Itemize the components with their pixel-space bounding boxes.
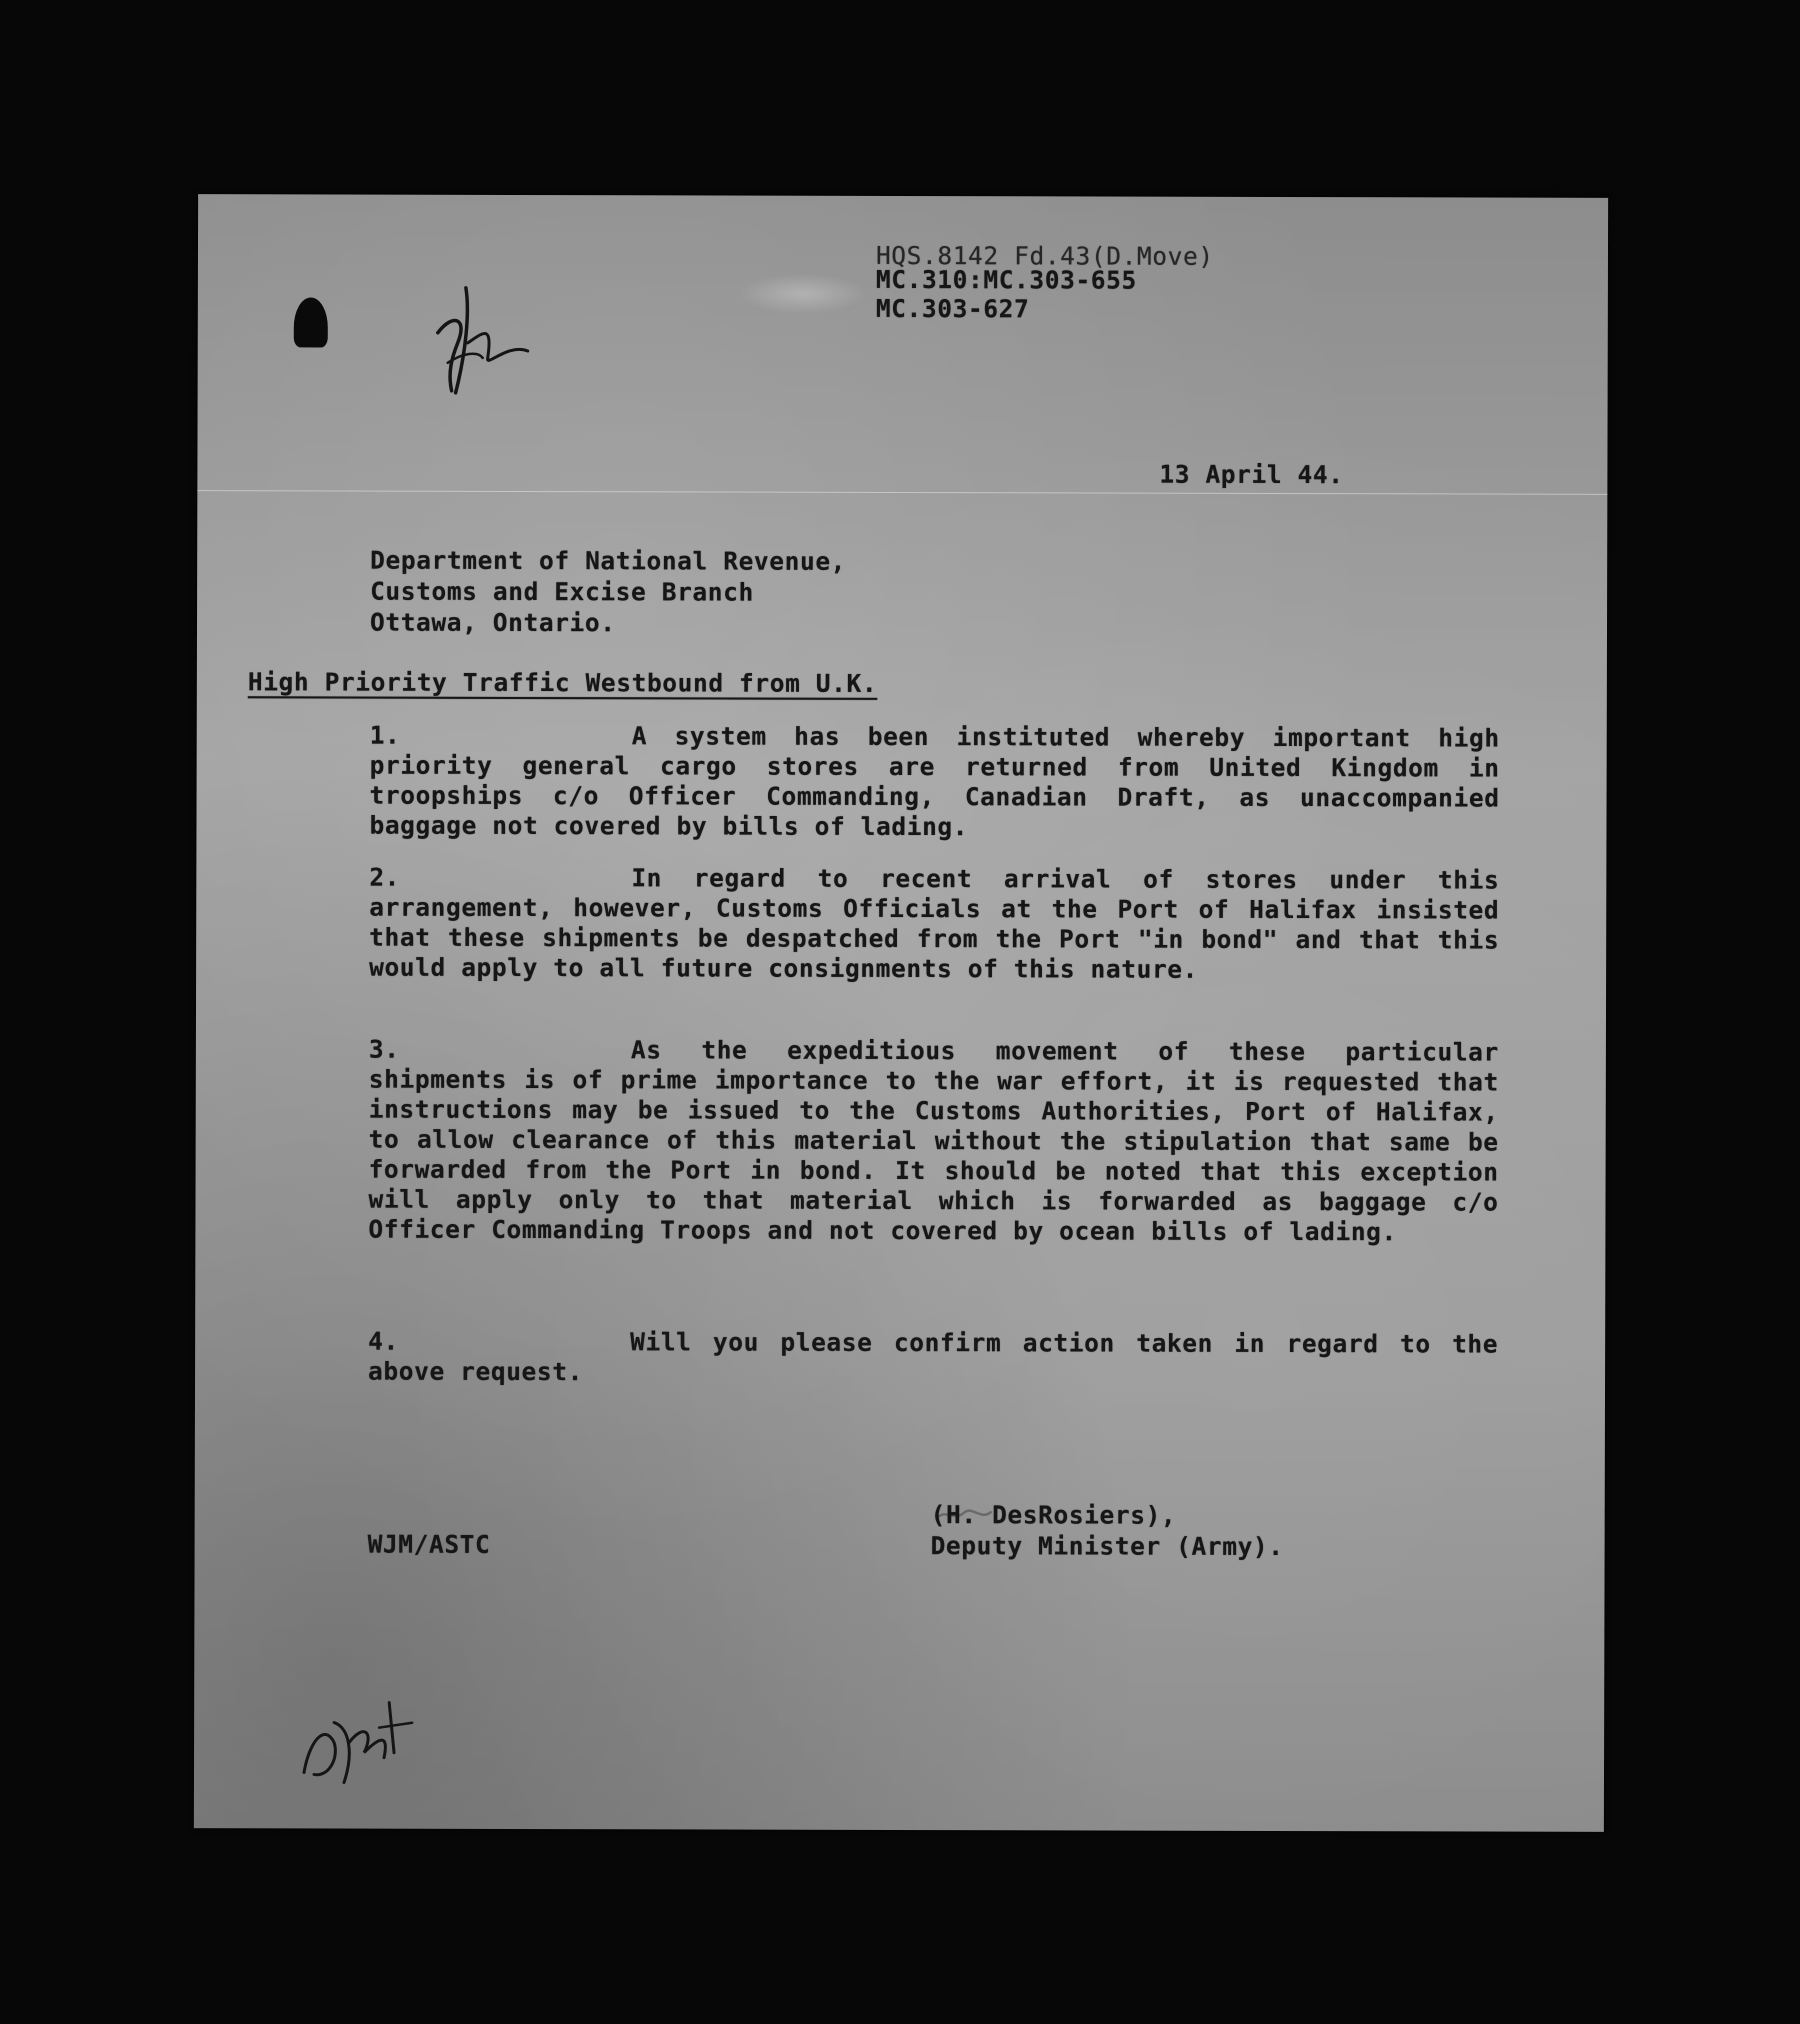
paragraph-number: 4. [368, 1326, 399, 1356]
paragraph-number: 2. [369, 862, 401, 892]
letter-date: 13 April 44. [1159, 459, 1344, 490]
addressee-line: Ottawa, Ontario. [369, 607, 616, 638]
handwritten-initials-top [408, 273, 548, 413]
subject-heading: High Priority Traffic Westbound from U.K. [247, 667, 878, 698]
paragraph-text: As the expeditious movement of these particular shipments is of prime importance to the war effort, it is requested that instructions may be issued to the Customs Authorities, Port of Halifax, to allow clearance of this material without the stipulation that same be forwarded from the Port in bond. It should be noted that this exception will apply only to that material which is forwarded as baggage c/o Officer Commanding Troops and not covered by ocean bills of lading. [368, 1035, 1499, 1247]
paragraph-text: Will you please confirm action taken in regard to the above request. [368, 1327, 1499, 1387]
file-reference: HQS.8142 Fd.43(D.Move) [875, 240, 1214, 271]
file-reference: MC.310:MC.303-655 [875, 264, 1137, 295]
document-page [194, 194, 1608, 1832]
punch-hole [294, 297, 328, 347]
smudge [738, 274, 868, 314]
paragraph [368, 1327, 1498, 1390]
paragraph-number: 1. [369, 720, 401, 750]
file-reference: MC.303-627 [875, 293, 1030, 324]
addressee-line: Department of National Revenue, [370, 545, 847, 576]
addressee-line: Customs and Excise Branch [370, 576, 754, 607]
paragraph [368, 1035, 1499, 1248]
handwritten-initials-bottom [294, 1682, 424, 1792]
paragraph-text: A system has been instituted whereby important high priority general cargo stores are returned from United Kingdom in troopships c/o Officer Commanding, Canadian Draft, as unaccompanied baggage not covered by bills of lading. [369, 721, 1500, 842]
paragraph [369, 863, 1499, 986]
reference-initials: WJM/ASTC [367, 1529, 491, 1559]
paragraph-text: In regard to recent arrival of stores under this arrangement, however, Customs Officials at the Port of Halifax insisted that these shipments be despatched from the Port "in bond" and that this would apply to all future consignments of this nature. [369, 863, 1500, 984]
paragraph [369, 721, 1499, 844]
signer-name: (H. DesRosiers), [930, 1500, 1177, 1530]
signer-title: Deputy Minister (Army). [930, 1531, 1284, 1562]
fold-line [197, 490, 1607, 495]
paragraph-number: 3. [368, 1034, 400, 1064]
